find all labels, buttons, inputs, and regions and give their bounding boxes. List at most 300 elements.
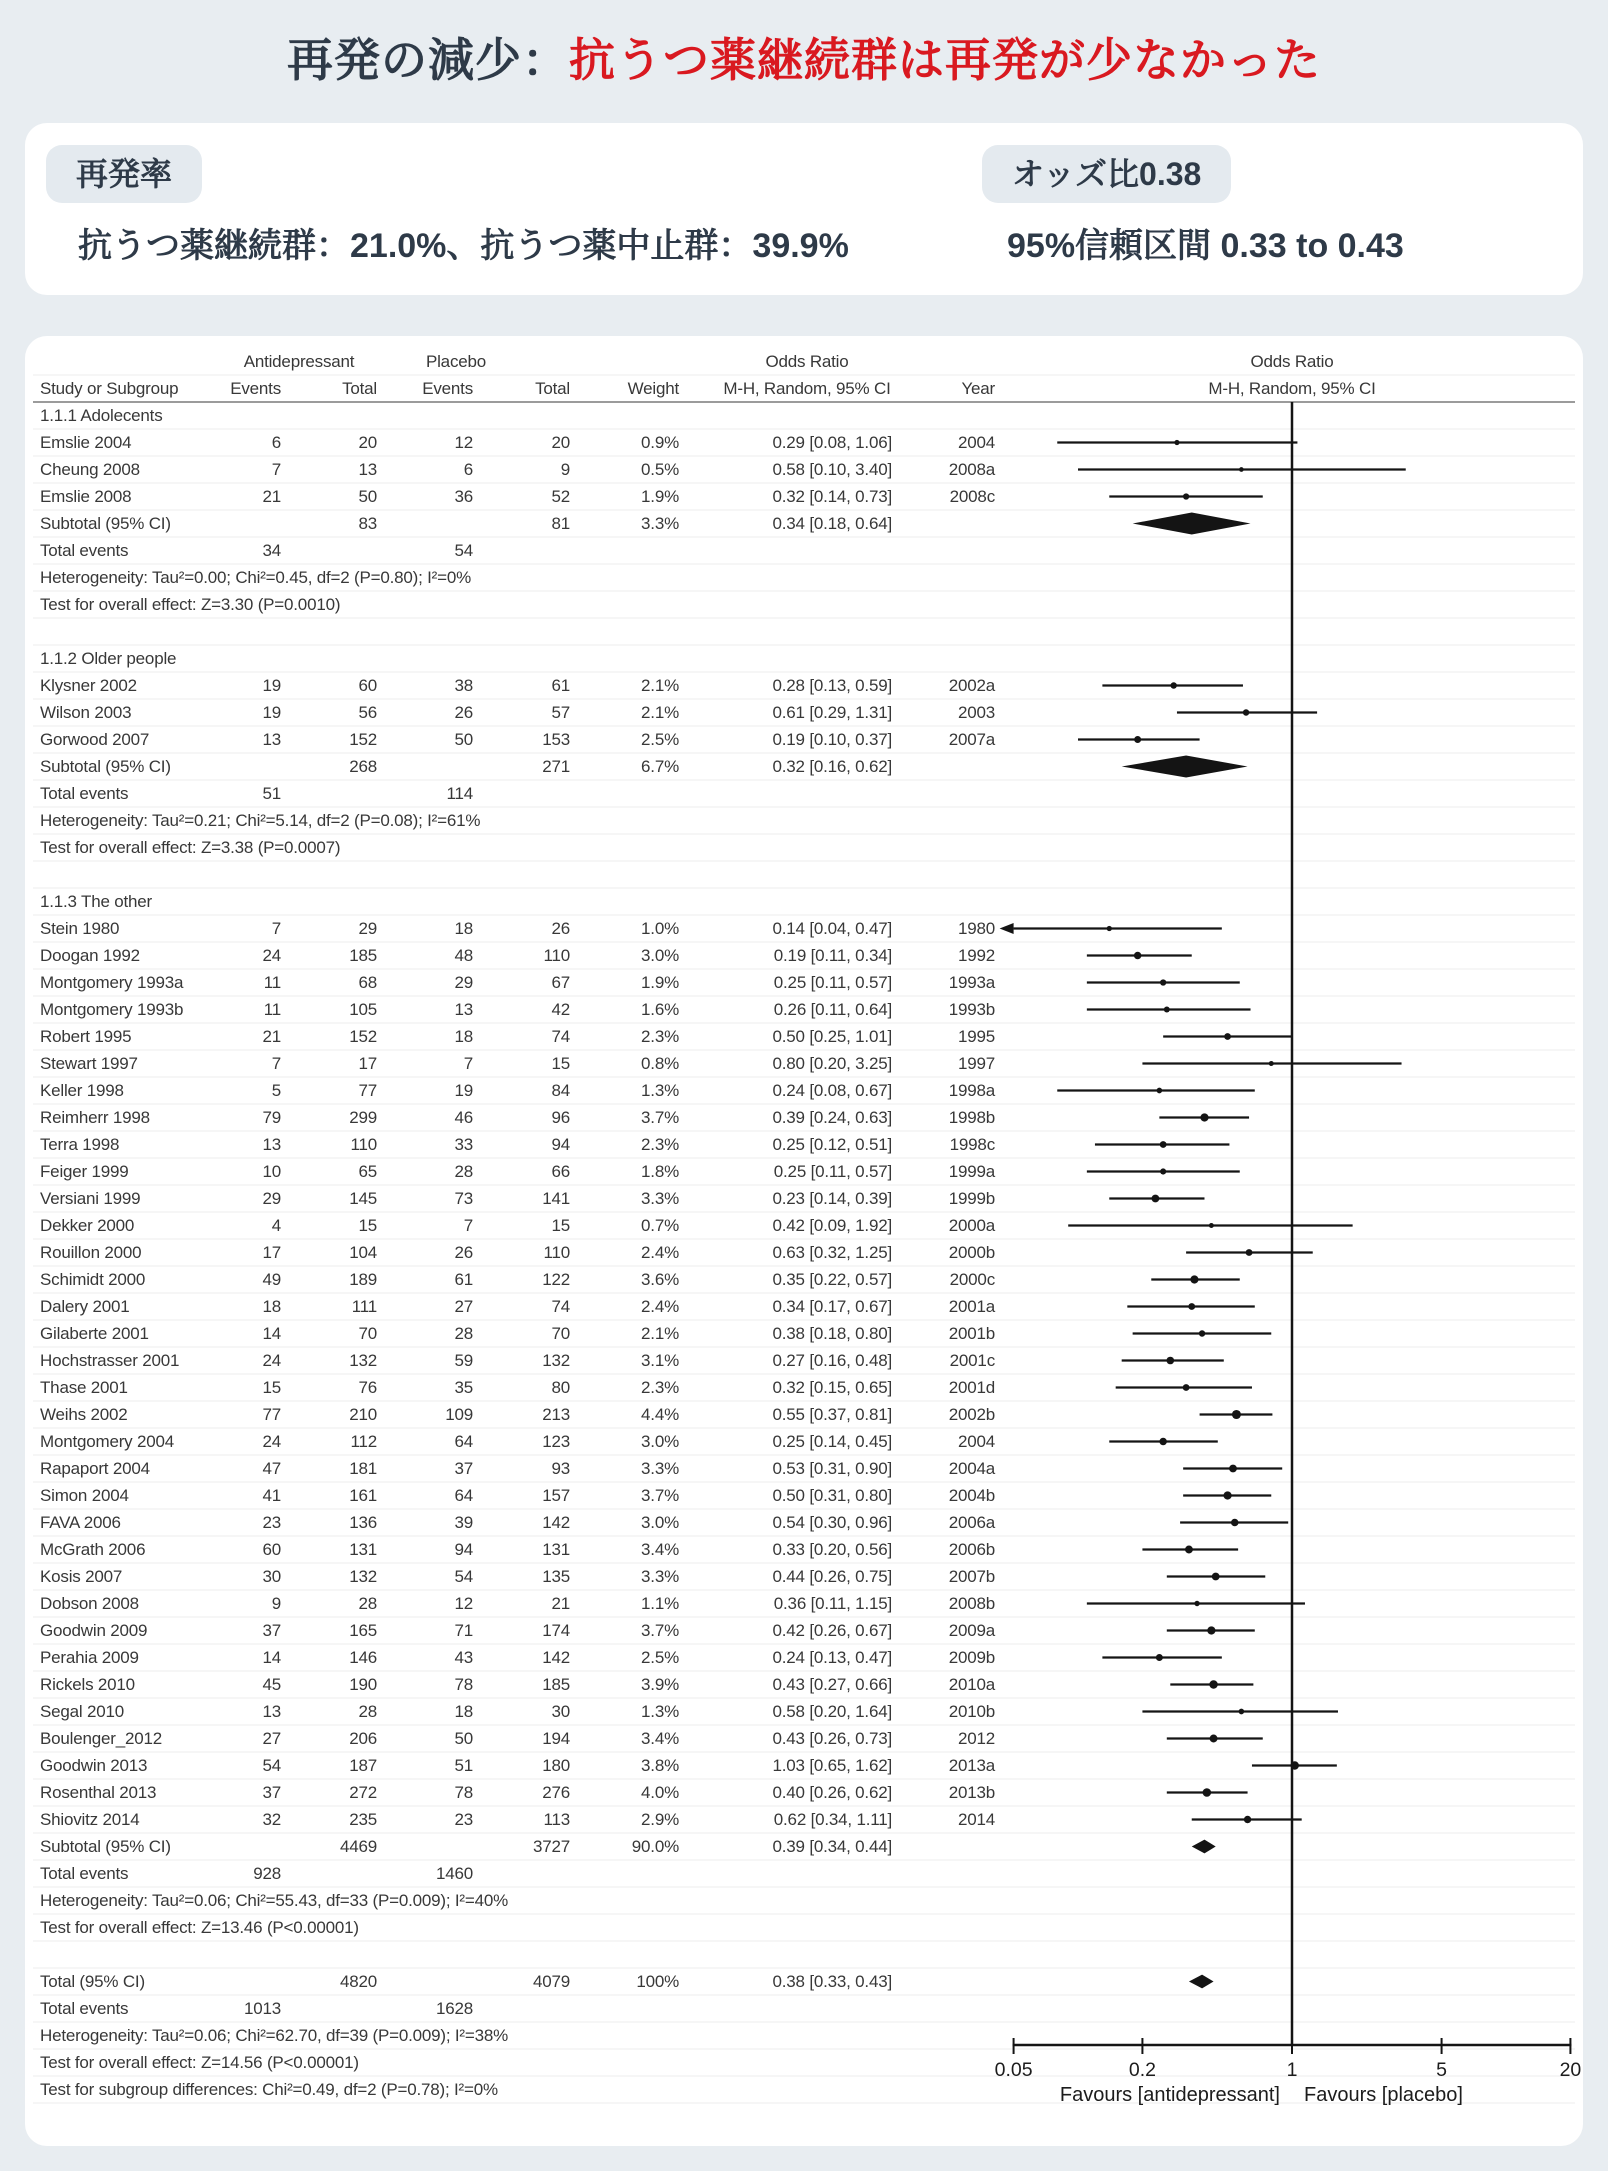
total-antidepressant-cell: 189 [349, 1270, 377, 1289]
study-name-cell: Gilaberte 2001 [40, 1324, 149, 1343]
events-placebo-cell: 23 [454, 1810, 473, 1829]
total-placebo-cell: 74 [551, 1297, 570, 1316]
weight-cell: 3.3% [641, 1189, 679, 1208]
events-placebo-cell: 27 [454, 1297, 473, 1316]
weight-cell: 2.1% [641, 703, 679, 722]
or-marker [1156, 1654, 1163, 1661]
study-name-cell: Dekker 2000 [40, 1216, 135, 1235]
or-marker [1223, 1491, 1231, 1499]
total-placebo-cell: 4079 [532, 1972, 570, 1991]
pool-label-cell: Subtotal (95% CI) [40, 1837, 171, 1856]
ci-text-cell: 0.34 [0.18, 0.64] [772, 514, 892, 533]
forest-plot-card [25, 336, 1583, 2146]
heterogeneity-note: Heterogeneity: Tau²=0.06; Chi²=55.43, df=33 (P=0.009); I²=40% [40, 1891, 509, 1910]
events-placebo-cell: 109 [445, 1405, 473, 1424]
total-events-label-cell: Total events [40, 1999, 129, 2018]
events-placebo-cell: 43 [454, 1648, 473, 1667]
year-cell: 2009a [948, 1621, 995, 1640]
events-antidepressant-cell: 13 [262, 730, 281, 749]
events-placebo-cell: 7 [463, 1054, 473, 1073]
or-marker [1207, 1626, 1215, 1634]
year-cell: 2010a [948, 1675, 995, 1694]
year-cell: 1995 [957, 1027, 995, 1046]
or-marker [1194, 1601, 1199, 1606]
events-placebo-cell: 48 [454, 946, 473, 965]
year-cell: 2004b [948, 1486, 995, 1505]
or-marker [1188, 1303, 1195, 1310]
events-placebo-cell: 64 [454, 1432, 473, 1451]
weight-cell: 1.1% [641, 1594, 679, 1613]
total-events-antidepressant-cell: 1013 [243, 1999, 281, 2018]
weight-cell: 2.9% [641, 1810, 679, 1829]
events-antidepressant-cell: 10 [262, 1162, 281, 1181]
study-name-cell: Shiovitz 2014 [40, 1810, 140, 1829]
events-antidepressant-cell: 47 [262, 1459, 281, 1478]
year-cell: 2004 [957, 1432, 995, 1451]
ci-text-cell: 0.28 [0.13, 0.59] [772, 676, 892, 695]
weight-cell: 2.1% [641, 676, 679, 695]
year-cell: 1999a [948, 1162, 995, 1181]
total-antidepressant-cell: 161 [349, 1486, 377, 1505]
or-marker [1160, 979, 1166, 985]
header-events-1: Events [230, 379, 281, 398]
weight-cell: 2.3% [641, 1027, 679, 1046]
events-antidepressant-cell: 21 [262, 1027, 281, 1046]
year-cell: 2012 [957, 1729, 995, 1748]
year-cell: 2003 [957, 703, 995, 722]
events-antidepressant-cell: 54 [262, 1756, 281, 1775]
axis-tick-label: 5 [1436, 2059, 1448, 2081]
weight-cell: 1.9% [641, 973, 679, 992]
year-cell: 2002b [948, 1405, 995, 1424]
study-name-cell: Perahia 2009 [40, 1648, 139, 1667]
ci-text-cell: 0.63 [0.32, 1.25] [772, 1243, 892, 1262]
total-placebo-cell: 135 [542, 1567, 570, 1586]
study-name-cell: Simon 2004 [40, 1486, 129, 1505]
weight-cell: 3.8% [641, 1756, 679, 1775]
weight-cell: 2.1% [641, 1324, 679, 1343]
study-name-cell: Versiani 1999 [40, 1189, 141, 1208]
study-name-cell: Hochstrasser 2001 [40, 1351, 180, 1370]
events-antidepressant-cell: 7 [271, 460, 281, 479]
weight-cell: 1.0% [641, 919, 679, 938]
study-name-cell: Rapaport 2004 [40, 1459, 150, 1478]
or-marker [1212, 1573, 1220, 1581]
total-placebo-cell: 15 [551, 1054, 570, 1073]
events-antidepressant-cell: 37 [262, 1783, 281, 1802]
header-method-right: M-H, Random, 95% CI [1208, 379, 1376, 398]
study-name-cell: Segal 2010 [40, 1702, 125, 1721]
events-antidepressant-cell: 13 [262, 1702, 281, 1721]
or-marker [1160, 1141, 1167, 1148]
weight-cell: 2.4% [641, 1297, 679, 1316]
year-cell: 1997 [957, 1054, 995, 1073]
ci-text-cell: 0.58 [0.10, 3.40] [772, 460, 892, 479]
year-cell: 2006a [948, 1513, 995, 1532]
events-antidepressant-cell: 17 [262, 1243, 281, 1262]
or-marker [1107, 926, 1112, 931]
weight-cell: 3.4% [641, 1540, 679, 1559]
study-name-cell: Rickels 2010 [40, 1675, 135, 1694]
weight-cell: 3.3% [641, 514, 679, 533]
total-placebo-cell: 113 [543, 1810, 570, 1829]
ci-text-cell: 0.50 [0.31, 0.80] [772, 1486, 892, 1505]
year-cell: 1998a [948, 1081, 995, 1100]
events-placebo-cell: 51 [454, 1756, 473, 1775]
or-marker [1164, 1007, 1170, 1013]
events-antidepressant-cell: 60 [262, 1540, 281, 1559]
events-antidepressant-cell: 19 [262, 676, 281, 695]
total-placebo-cell: 26 [551, 919, 570, 938]
overall-effect-note: Test for overall effect: Z=14.56 (P<0.00001) [40, 2053, 359, 2072]
events-placebo-cell: 18 [454, 1027, 473, 1046]
total-antidepressant-cell: 76 [358, 1378, 377, 1397]
or-marker [1224, 1033, 1231, 1040]
year-cell: 1993b [948, 1000, 995, 1019]
ci-text-cell: 0.58 [0.20, 1.64] [772, 1702, 892, 1721]
total-antidepressant-cell: 206 [349, 1729, 377, 1748]
study-name-cell: Montgomery 1993a [40, 973, 184, 992]
or-marker [1134, 952, 1142, 960]
summary-card [25, 123, 1583, 295]
or-marker [1232, 1410, 1241, 1419]
total-antidepressant-cell: 152 [349, 1027, 377, 1046]
total-placebo-cell: 61 [551, 676, 570, 695]
total-antidepressant-cell: 272 [349, 1783, 377, 1802]
total-placebo-cell: 131 [542, 1540, 570, 1559]
or-marker [1239, 1709, 1245, 1715]
events-antidepressant-cell: 79 [262, 1108, 281, 1127]
total-placebo-cell: 122 [542, 1270, 570, 1289]
total-antidepressant-cell: 77 [358, 1081, 377, 1100]
total-placebo-cell: 110 [543, 946, 570, 965]
events-antidepressant-cell: 27 [262, 1729, 281, 1748]
total-placebo-cell: 271 [542, 757, 570, 776]
total-placebo-cell: 94 [551, 1135, 570, 1154]
axis-tick-label: 20 [1559, 2059, 1582, 2081]
or-marker [1203, 1788, 1212, 1797]
relapse-rate-badge: 再発率 [46, 145, 202, 203]
heterogeneity-note: Heterogeneity: Tau²=0.21; Chi²=5.14, df=2 (P=0.08); I²=61% [40, 811, 481, 830]
events-antidepressant-cell: 24 [262, 946, 281, 965]
heterogeneity-note: Heterogeneity: Tau²=0.00; Chi²=0.45, df=2 (P=0.80); I²=0% [40, 568, 472, 587]
total-placebo-cell: 70 [551, 1324, 570, 1343]
events-placebo-cell: 37 [454, 1459, 473, 1478]
year-cell: 2010b [948, 1702, 995, 1721]
events-placebo-cell: 28 [454, 1162, 473, 1181]
weight-cell: 4.0% [641, 1783, 679, 1802]
ci-text-cell: 0.55 [0.37, 0.81] [772, 1405, 892, 1424]
year-cell: 2004a [948, 1459, 995, 1478]
total-antidepressant-cell: 28 [358, 1702, 377, 1721]
year-cell: 1998c [949, 1135, 995, 1154]
total-antidepressant-cell: 17 [358, 1054, 377, 1073]
total-placebo-cell: 9 [560, 460, 570, 479]
study-name-cell: Emslie 2008 [40, 487, 132, 506]
events-placebo-cell: 50 [454, 730, 473, 749]
total-placebo-cell: 52 [551, 487, 570, 506]
overall-effect-note: Test for overall effect: Z=13.46 (P<0.00001) [40, 1918, 359, 1937]
pool-label-cell: Total (95% CI) [40, 1972, 145, 1991]
or-marker [1246, 1249, 1253, 1256]
ci-text-cell: 0.36 [0.11, 1.15] [773, 1594, 892, 1613]
pool-label-cell: Subtotal (95% CI) [40, 514, 171, 533]
ci-text-cell: 0.42 [0.09, 1.92] [772, 1216, 892, 1235]
ci-text-cell: 0.19 [0.10, 0.37] [772, 730, 892, 749]
total-antidepressant-cell: 187 [349, 1756, 377, 1775]
subgroup-label: 1.1.3 The other [40, 892, 152, 911]
events-placebo-cell: 26 [454, 703, 473, 722]
total-antidepressant-cell: 56 [358, 703, 377, 722]
total-antidepressant-cell: 185 [349, 946, 377, 965]
weight-cell: 3.0% [641, 946, 679, 965]
header-group-antidepressant: Antidepressant [243, 352, 355, 371]
subgroup-differences-note: Test for subgroup differences: Chi²=0.49, df=2 (P=0.78); I²=0% [40, 2080, 498, 2099]
total-placebo-cell: 142 [542, 1513, 570, 1532]
total-antidepressant-cell: 104 [349, 1243, 377, 1262]
events-placebo-cell: 78 [454, 1675, 473, 1694]
weight-cell: 1.3% [641, 1702, 679, 1721]
weight-cell: 0.5% [641, 460, 679, 479]
year-cell: 2001b [948, 1324, 995, 1343]
ci-text-cell: 0.24 [0.08, 0.67] [772, 1081, 892, 1100]
events-antidepressant-cell: 9 [271, 1594, 281, 1613]
ci-text-cell: 0.34 [0.17, 0.67] [772, 1297, 892, 1316]
study-name-cell: Boulenger_2012 [40, 1729, 162, 1748]
study-name-cell: Schimidt 2000 [40, 1270, 146, 1289]
events-antidepressant-cell: 32 [262, 1810, 281, 1829]
ci-arrow-left [1000, 923, 1014, 934]
total-antidepressant-cell: 146 [349, 1648, 377, 1667]
study-name-cell: Rosenthal 2013 [40, 1783, 157, 1802]
weight-cell: 3.3% [641, 1459, 679, 1478]
year-cell: 2006b [948, 1540, 995, 1559]
events-antidepressant-cell: 18 [262, 1297, 281, 1316]
study-name-cell: Montgomery 1993b [40, 1000, 184, 1019]
events-placebo-cell: 50 [454, 1729, 473, 1748]
events-antidepressant-cell: 4 [271, 1216, 281, 1235]
total-antidepressant-cell: 181 [349, 1459, 377, 1478]
total-placebo-cell: 142 [542, 1648, 570, 1667]
total-placebo-cell: 3727 [532, 1837, 570, 1856]
total-events-label-cell: Total events [40, 784, 129, 803]
year-cell: 2007b [948, 1567, 995, 1586]
total-antidepressant-cell: 131 [349, 1540, 377, 1559]
or-marker [1244, 1816, 1251, 1823]
total-antidepressant-cell: 4469 [339, 1837, 377, 1856]
page-title [0, 24, 1608, 84]
events-placebo-cell: 35 [454, 1378, 473, 1397]
events-antidepressant-cell: 77 [262, 1405, 281, 1424]
weight-cell: 3.9% [641, 1675, 679, 1694]
year-cell: 2013b [948, 1783, 995, 1802]
total-events-label-cell: Total events [40, 1864, 129, 1883]
weight-cell: 100% [636, 1972, 679, 1991]
header-events-2: Events [422, 379, 473, 398]
total-antidepressant-cell: 105 [349, 1000, 377, 1019]
events-placebo-cell: 12 [454, 1594, 473, 1613]
events-antidepressant-cell: 24 [262, 1351, 281, 1370]
study-name-cell: Wilson 2003 [40, 703, 132, 722]
or-marker [1190, 1275, 1198, 1283]
events-placebo-cell: 46 [454, 1108, 473, 1127]
events-placebo-cell: 73 [454, 1189, 473, 1208]
heterogeneity-note: Heterogeneity: Tau²=0.06; Chi²=62.70, df=39 (P=0.009); I²=38% [40, 2026, 509, 2045]
or-marker [1185, 1546, 1193, 1554]
year-cell: 2013a [948, 1756, 995, 1775]
ci-text-cell: 0.42 [0.26, 0.67] [772, 1621, 892, 1640]
events-antidepressant-cell: 29 [262, 1189, 281, 1208]
total-antidepressant-cell: 65 [358, 1162, 377, 1181]
total-placebo-cell: 74 [551, 1027, 570, 1046]
year-cell: 2001d [948, 1378, 995, 1397]
weight-cell: 1.9% [641, 487, 679, 506]
total-placebo-cell: 30 [551, 1702, 570, 1721]
events-placebo-cell: 29 [454, 973, 473, 992]
study-name-cell: Montgomery 2004 [40, 1432, 175, 1451]
weight-cell: 0.8% [641, 1054, 679, 1073]
events-placebo-cell: 6 [463, 460, 473, 479]
total-placebo-cell: 84 [551, 1081, 570, 1100]
weight-cell: 3.0% [641, 1432, 679, 1451]
study-name-cell: Dalery 2001 [40, 1297, 130, 1316]
study-name-cell: Feiger 1999 [40, 1162, 129, 1181]
study-name-cell: Keller 1998 [40, 1081, 124, 1100]
total-placebo-cell: 20 [551, 433, 570, 452]
weight-cell: 3.3% [641, 1567, 679, 1586]
total-placebo-cell: 57 [551, 703, 570, 722]
header-group-placebo: Placebo [425, 352, 487, 371]
events-antidepressant-cell: 15 [262, 1378, 281, 1397]
ci-text-cell: 0.62 [0.34, 1.11] [773, 1810, 892, 1829]
total-placebo-cell: 132 [542, 1351, 570, 1370]
total-antidepressant-cell: 4820 [339, 1972, 377, 1991]
study-name-cell: Kosis 2007 [40, 1567, 123, 1586]
pool-label-cell: Subtotal (95% CI) [40, 757, 171, 776]
total-placebo-cell: 174 [542, 1621, 570, 1640]
or-marker [1269, 1061, 1274, 1066]
or-marker [1134, 736, 1141, 743]
total-antidepressant-cell: 83 [358, 514, 377, 533]
total-placebo-cell: 180 [542, 1756, 570, 1775]
ci-text-cell: 0.25 [0.11, 0.57] [773, 973, 892, 992]
year-cell: 1980 [957, 919, 995, 938]
total-antidepressant-cell: 15 [358, 1216, 377, 1235]
events-placebo-cell: 64 [454, 1486, 473, 1505]
ci-text-cell: 0.32 [0.16, 0.62] [772, 757, 892, 776]
events-placebo-cell: 94 [454, 1540, 473, 1559]
events-antidepressant-cell: 14 [262, 1648, 281, 1667]
weight-cell: 3.7% [641, 1621, 679, 1640]
year-cell: 1998b [948, 1108, 995, 1127]
total-antidepressant-cell: 110 [350, 1135, 377, 1154]
events-placebo-cell: 71 [454, 1621, 473, 1640]
events-placebo-cell: 59 [454, 1351, 473, 1370]
or-marker [1210, 1735, 1218, 1743]
total-antidepressant-cell: 165 [349, 1621, 377, 1640]
year-cell: 2000a [948, 1216, 995, 1235]
total-events-antidepressant-cell: 51 [262, 784, 281, 803]
ci-text-cell: 0.38 [0.18, 0.80] [772, 1324, 892, 1343]
total-placebo-cell: 194 [542, 1729, 570, 1748]
total-placebo-cell: 96 [551, 1108, 570, 1127]
ci-text-cell: 0.50 [0.25, 1.01] [772, 1027, 892, 1046]
ci-text-cell: 0.53 [0.31, 0.90] [772, 1459, 892, 1478]
ci-text-cell: 0.32 [0.15, 0.65] [772, 1378, 892, 1397]
overall-effect-note: Test for overall effect: Z=3.38 (P=0.0007) [40, 838, 341, 857]
ci-text-cell: 0.54 [0.30, 0.96] [772, 1513, 892, 1532]
events-placebo-cell: 13 [454, 1000, 473, 1019]
ci-text-cell: 0.43 [0.26, 0.73] [772, 1729, 892, 1748]
events-antidepressant-cell: 5 [271, 1081, 281, 1100]
page-title-prefix: 再発の減少： [287, 34, 569, 86]
overall-effect-note: Test for overall effect: Z=3.30 (P=0.0010) [40, 595, 341, 614]
study-name-cell: Reimherr 1998 [40, 1108, 150, 1127]
total-antidepressant-cell: 68 [358, 973, 377, 992]
total-placebo-cell: 93 [551, 1459, 570, 1478]
ci-text-cell: 0.39 [0.34, 0.44] [772, 1837, 892, 1856]
favours-left-label: Favours [antidepressant] [1059, 2084, 1280, 2106]
page-title-highlight: 抗うつ薬継続群は再発が少なかった [569, 34, 1321, 86]
total-events-placebo-cell: 1628 [435, 1999, 473, 2018]
events-antidepressant-cell: 24 [262, 1432, 281, 1451]
events-placebo-cell: 19 [454, 1081, 473, 1100]
subtotal-diamond [1122, 756, 1248, 778]
study-name-cell: Gorwood 2007 [40, 730, 150, 749]
total-events-label-cell: Total events [40, 541, 129, 560]
ci-text-cell: 0.61 [0.29, 1.31] [772, 703, 892, 722]
study-name-cell: Doogan 1992 [40, 946, 140, 965]
ci-text-cell: 0.29 [0.08, 1.06] [772, 433, 892, 452]
study-name-cell: Robert 1995 [40, 1027, 132, 1046]
events-placebo-cell: 39 [454, 1513, 473, 1532]
ci-text-cell: 0.39 [0.24, 0.63] [772, 1108, 892, 1127]
header-method-left: M-H, Random, 95% CI [723, 379, 891, 398]
events-placebo-cell: 28 [454, 1324, 473, 1343]
events-antidepressant-cell: 11 [263, 1000, 281, 1019]
total-antidepressant-cell: 112 [350, 1432, 377, 1451]
or-marker [1157, 1088, 1163, 1094]
events-antidepressant-cell: 41 [262, 1486, 281, 1505]
header-study: Study or Subgroup [40, 379, 179, 398]
favours-right-label: Favours [placebo] [1304, 2084, 1463, 2106]
relapse-rate-text: 抗うつ薬継続群：21.0%、抗うつ薬中止群：39.9% [78, 227, 849, 265]
total-placebo-cell: 21 [551, 1594, 570, 1613]
weight-cell: 2.3% [641, 1378, 679, 1397]
events-placebo-cell: 78 [454, 1783, 473, 1802]
ci-text-cell: 0.23 [0.14, 0.39] [772, 1189, 892, 1208]
study-name-cell: FAVA 2006 [40, 1513, 121, 1532]
total-diamond [1189, 1975, 1214, 1989]
weight-cell: 1.3% [641, 1081, 679, 1100]
year-cell: 2001a [948, 1297, 995, 1316]
weight-cell: 3.7% [641, 1108, 679, 1127]
or-marker [1209, 1223, 1214, 1228]
total-placebo-cell: 185 [542, 1675, 570, 1694]
study-name-cell: Dobson 2008 [40, 1594, 139, 1613]
weight-cell: 1.8% [641, 1162, 679, 1181]
weight-cell: 4.4% [641, 1405, 679, 1424]
events-placebo-cell: 18 [454, 919, 473, 938]
weight-cell: 6.7% [641, 757, 679, 776]
or-marker [1199, 1330, 1206, 1337]
weight-cell: 3.1% [641, 1351, 679, 1370]
events-placebo-cell: 38 [454, 676, 473, 695]
total-placebo-cell: 67 [551, 973, 570, 992]
events-placebo-cell: 7 [463, 1216, 473, 1235]
or-marker [1160, 1168, 1166, 1174]
total-placebo-cell: 276 [542, 1783, 570, 1802]
